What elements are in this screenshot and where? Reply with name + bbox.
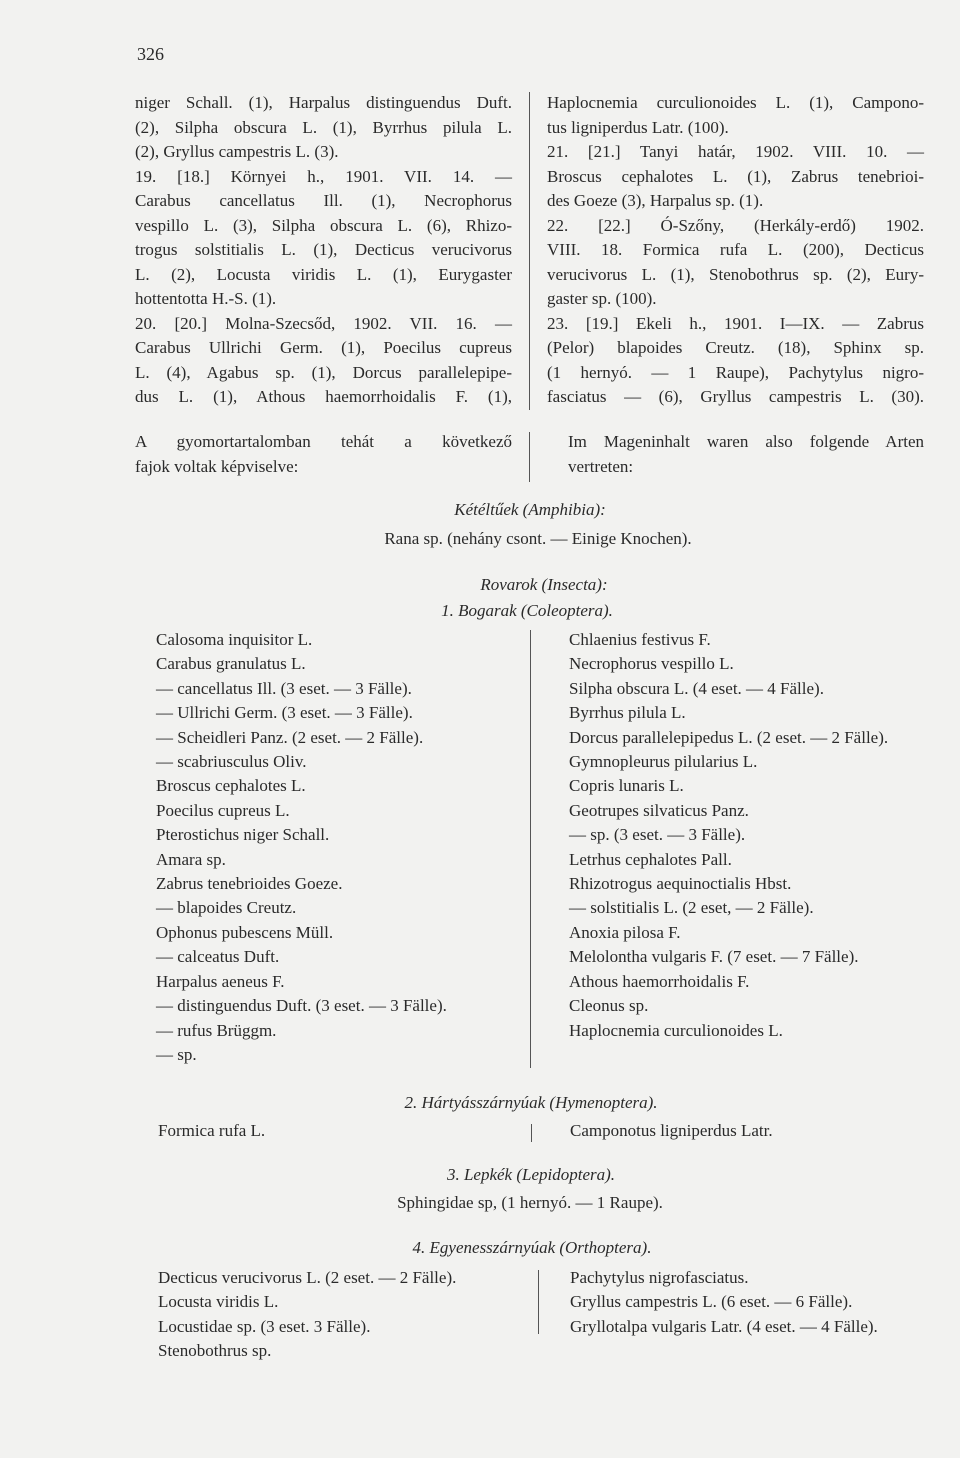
list-item: Ophonus pubescens Müll. [156, 922, 334, 942]
list-item: Pachytylus nigrofasciatus. [570, 1268, 749, 1287]
text-line: Haplocnemia curculionoides L. (1), Campono- [547, 93, 924, 112]
list-item: Cleonus sp. [569, 996, 649, 1016]
list-item: Gryllotalpa vulgaris Latr. (4 eset. — 4 Fälle). [570, 1316, 878, 1336]
text-line: niger Schall. (1), Harpalus distinguendus Duft. [135, 93, 512, 112]
text-line: fajok voltak képviselve: [135, 456, 299, 476]
text-line: 23. [19.] Ekeli h., 1901. I—IX. — Zabrus [547, 313, 924, 333]
text-line: (Pelor) blapoides Creutz. (18), Sphinx sp. [547, 338, 924, 357]
hymenoptera-left-item: Formica rufa L. [158, 1121, 266, 1140]
text-line: L. (4), Agabus sp. (1), Dorcus parallelepipe- [135, 362, 512, 382]
orthoptera-heading: 4. Egyenesszárnyúak (Orthoptera). [412, 1238, 652, 1257]
text-line: Carabus cancellatus Ill. (1), Necrophorus [135, 191, 512, 210]
insecta-heading: Rovarok (Insecta): [480, 575, 608, 594]
column-divider [529, 432, 530, 482]
column-divider [538, 1270, 539, 1334]
amphibia-line: Rana sp. (nehány csont. — Einige Knochen). [384, 529, 692, 548]
text-line: hottentotta H.-S. (1). [135, 289, 277, 308]
orthoptera-left-list [158, 1266, 456, 1364]
list-item: Haplocnemia curculionoides L. [569, 1020, 783, 1040]
text-line: (2), Gryllus campestris L. (3). [135, 142, 339, 161]
list-item: Athous haemorrhoidalis F. [569, 971, 750, 991]
text-line: 22. [22.] Ó-Szőny, (Herkály-erdő) 1902. [547, 215, 924, 235]
text-line: tus ligniperdus Latr. (100). [547, 117, 729, 137]
text-line: Carabus Ullrichi Germ. (1), Poecilus cupreus [135, 338, 512, 357]
list-item: Locustidae sp. (3 eset. 3 Fälle). [158, 1316, 371, 1336]
text-line: dus L. (1), Athous haemorrhoidalis F. (1), [135, 387, 512, 406]
list-item: — Ullrichi Germ. (3 eset. — 3 Fälle). [156, 703, 413, 723]
list-item: — distinguendus Duft. (3 eset. — 3 Fälle). [156, 996, 447, 1016]
intro-left [135, 430, 512, 479]
text-line: A gyomortartalomban tehát a következő [135, 432, 512, 451]
list-item: — rufus Brüggm. [156, 1020, 277, 1040]
list-item: Poecilus cupreus L. [156, 800, 290, 820]
list-item: — scabriusculus Oliv. [156, 752, 307, 772]
list-item: Gryllus campestris L. (6 eset. — 6 Fälle). [570, 1292, 853, 1312]
coleoptera-left-list [156, 628, 447, 1067]
list-item: — solstitialis L. (2 eset, — 2 Fälle). [569, 898, 814, 918]
column-divider [530, 630, 531, 1068]
list-item: Broscus cephalotes L. [156, 776, 306, 796]
list-item: Chlaenius festivus F. [569, 630, 711, 649]
right-column-text [547, 91, 924, 410]
text-line: Broscus cephalotes L. (1), Zabrus tenebrioi- [547, 166, 924, 186]
text-line: vespillo L. (3), Silpha obscura L. (6), Rhizo- [135, 215, 512, 235]
text-line: (2), Silpha obscura L. (1), Byrrhus pilula L. [135, 117, 512, 137]
list-item: Letrhus cephalotes Pall. [569, 849, 732, 869]
list-item: — cancellatus Ill. (3 eset. — 3 Fälle). [156, 678, 412, 698]
text-line: (1 hernyó. — 1 Raupe), Pachytylus nigro- [547, 362, 924, 382]
text-line: des Goeze (3), Harpalus sp. (1). [547, 191, 764, 210]
list-item: Copris lunaris L. [569, 776, 684, 796]
list-item: Stenobothrus sp. [158, 1341, 272, 1361]
list-item: Harpalus aeneus F. [156, 971, 285, 991]
list-item: — blapoides Creutz. [156, 898, 297, 918]
list-item: Rhizotrogus aequinoctialis Hbst. [569, 874, 792, 894]
list-item: Byrrhus pilula L. [569, 703, 686, 723]
list-item: Geotrupes silvaticus Panz. [569, 800, 749, 820]
text-line: Im Mageninhalt waren also folgende Arten [568, 432, 924, 451]
column-divider [529, 92, 530, 410]
column-divider [531, 1124, 532, 1142]
list-item: Decticus verucivorus L. (2 eset. — 2 Fälle). [158, 1268, 457, 1287]
coleoptera-right-list [569, 628, 888, 1043]
text-line: vertreten: [568, 456, 634, 476]
list-item: — calceatus Duft. [156, 947, 280, 967]
lepidoptera-line: Sphingidae sp, (1 hernyó. — 1 Raupe). [397, 1193, 663, 1212]
text-line: gaster sp. (100). [547, 289, 657, 308]
text-line: 19. [18.] Környei h., 1901. VII. 14. — [135, 166, 512, 186]
list-item: Dorcus parallelepipedus L. (2 eset. — 2 Fälle). [569, 727, 889, 747]
orthoptera-right-list [570, 1266, 878, 1339]
list-item: Anoxia pilosa F. [569, 922, 681, 942]
list-item: Silpha obscura L. (4 eset. — 4 Fälle). [569, 678, 824, 698]
text-line: fasciatus — (6), Gryllus campestris L. (30). [547, 387, 924, 406]
list-item: — Scheidleri Panz. (2 eset. — 2 Fälle). [156, 727, 424, 747]
list-item: Zabrus tenebrioides Goeze. [156, 874, 343, 894]
list-item: Amara sp. [156, 849, 226, 869]
text-line: 20. [20.] Molna-Szecsőd, 1902. VII. 16. — [135, 313, 512, 333]
list-item: — sp. (3 eset. — 3 Fälle). [569, 825, 746, 845]
lepidoptera-heading: 3. Lepkék (Lepidoptera). [446, 1165, 616, 1184]
list-item: Necrophorus vespillo L. [569, 654, 734, 674]
amphibia-heading: Kétéltűek (Amphibia): [454, 500, 606, 519]
text-line: L. (2), Locusta viridis L. (1), Eurygaster [135, 264, 512, 284]
list-item: Pterostichus niger Schall. [156, 825, 330, 845]
list-item: Calosoma inquisitor L. [156, 630, 313, 649]
page-number: 326 [137, 44, 164, 64]
text-line: 21. [21.] Tanyi határ, 1902. VIII. 10. — [547, 142, 924, 161]
list-item: Gymnopleurus pilularius L. [569, 752, 758, 772]
list-item: — sp. [156, 1044, 197, 1064]
list-item: Melolontha vulgaris F. (7 eset. — 7 Fälle). [569, 947, 859, 967]
left-column-text [135, 91, 512, 410]
text-line: VIII. 18. Formica rufa L. (200), Decticus [547, 240, 924, 259]
coleoptera-heading: 1. Bogarak (Coleoptera). [441, 601, 613, 620]
intro-right [568, 430, 924, 479]
text-line: trogus solstitialis L. (1), Decticus verucivorus [135, 240, 512, 259]
hymenoptera-heading: 2. Hártyásszárnyúak (Hymenoptera). [404, 1093, 658, 1112]
list-item: Carabus granulatus L. [156, 654, 306, 674]
list-item: Locusta viridis L. [158, 1292, 279, 1312]
hymenoptera-right-item: Camponotus ligniperdus Latr. [570, 1121, 773, 1140]
text-line: verucivorus L. (1), Stenobothrus sp. (2), Eury- [547, 264, 924, 284]
